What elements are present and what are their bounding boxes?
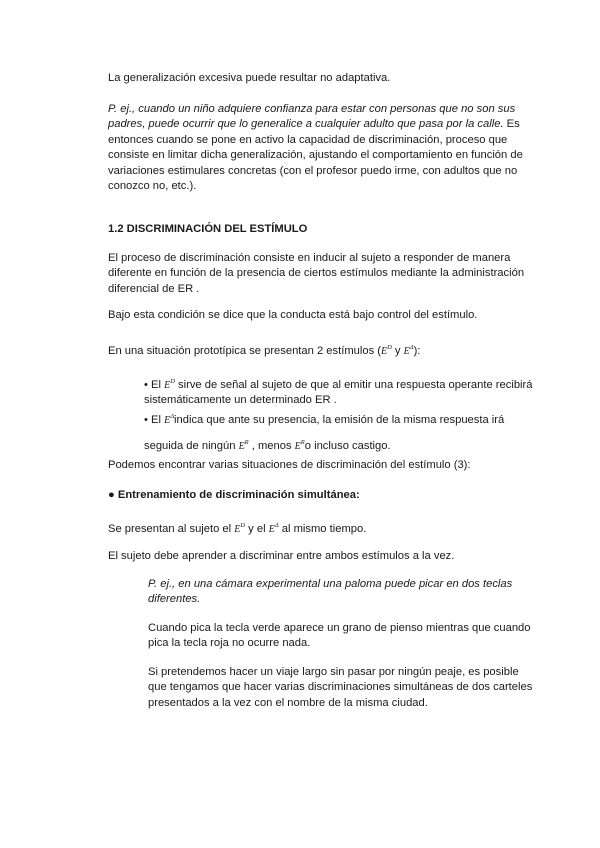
symbol-e: E — [164, 415, 171, 426]
superscript-d: D — [240, 522, 246, 529]
bullet-item-ed — [144, 374, 534, 409]
text-fragment: indica que ante su presencia, la emisión de la misma respuesta irá seguida de ningún — [144, 414, 505, 452]
paragraph-presented-together — [108, 518, 528, 537]
paragraph-travel-example: Si pretendemos hacer un viaje largo sin pasar por ningún peaje, es posible que tengamos que hacer varias discriminaciones simultáneas de dos carteles presentados a la vez con el nombre de la misma ciudad. — [148, 666, 533, 709]
text-fragment: En una situación prototípica se presentan 2 estímulos ( — [108, 345, 382, 357]
bullet-marker: • — [144, 414, 148, 426]
text-fragment: al mismo tiempo. — [278, 523, 367, 535]
symbol-e: E — [403, 346, 410, 357]
subheading-simultaneous: ● Entrenamiento de discriminación simultánea: — [108, 489, 360, 501]
superscript-d: D — [387, 344, 392, 351]
symbol-e: E — [238, 441, 245, 452]
paragraph-example-child — [108, 102, 528, 194]
superscript-r: R — [244, 439, 249, 446]
text-fragment: o incluso castigo. — [304, 440, 391, 452]
superscript-d: D — [170, 378, 175, 385]
section-heading: 1.2 DISCRIMINACIÓN DEL ESTÍMULO — [108, 223, 308, 235]
paragraph-prototypical-situation — [108, 340, 528, 359]
superscript-delta: Δ — [170, 413, 175, 420]
text-fragment: sirve de señal al sujeto de que al emitir una respuesta operante recibirá sistemáticamente un determinado ER . — [144, 379, 533, 407]
symbol-e: E — [294, 441, 301, 452]
text-fragment: El — [147, 379, 165, 391]
paragraph-green-key: Cuando pica la tecla verde aparece un grano de pienso mientras que cuando pica la tecla roja no ocurre nada. — [148, 622, 531, 650]
example-italic-text: P. ej., cuando un niño adquiere confianza para estar con personas que no son sus padres, puede ocurrir que lo generalice a cualquier adulto que pasa por la calle. — [108, 103, 516, 131]
superscript-delta: Δ — [274, 522, 279, 529]
text-fragment: y el — [245, 523, 269, 535]
text-fragment: , menos — [248, 440, 295, 452]
paragraph-discrimination-process: El proceso de discriminación consiste en inducir al sujeto a responder de manera diferente en función de la presencia de ciertos estímulos mediante la administración diferencial de ER . — [108, 252, 525, 295]
superscript-delta: Δ — [409, 344, 414, 351]
bullet-marker: • — [144, 379, 148, 391]
paragraph-learn-discriminate: El sujeto debe aprender a discriminar entre ambos estímulos a la vez. — [108, 550, 455, 562]
paragraph-situations: Podemos encontrar varias situaciones de discriminación del estímulo (3): — [108, 459, 471, 471]
superscript-r: R — [300, 439, 305, 446]
symbol-e: E — [164, 380, 171, 391]
discrimination-explanation-text: Es entonces cuando se pone en activo la capacidad de discriminación, proceso que consiste en limitar dicha generalización, ajustando el comportamiento en función de variaciones estimulares concretas (con el profesor puedo irme, con adultos que no conozco no, etc.). — [108, 118, 523, 193]
bullet-item-edelta — [144, 406, 534, 458]
symbol-e: E — [381, 346, 388, 357]
text-fragment: Se presentan al sujeto el — [108, 523, 235, 535]
paragraph-example-pigeon: P. ej., en una cámara experimental una paloma puede picar en dos teclas diferentes. — [148, 578, 513, 606]
paragraph-generalization: La generalización excesiva puede resultar no adaptativa. — [108, 72, 391, 84]
paragraph-stimulus-control: Bajo esta condición se dice que la conducta está bajo control del estímulo. — [108, 309, 478, 321]
symbol-e: E — [268, 524, 275, 535]
symbol-e: E — [234, 524, 241, 535]
text-fragment: y — [391, 345, 404, 357]
text-fragment: El — [147, 414, 165, 426]
text-fragment: ): — [413, 345, 421, 357]
